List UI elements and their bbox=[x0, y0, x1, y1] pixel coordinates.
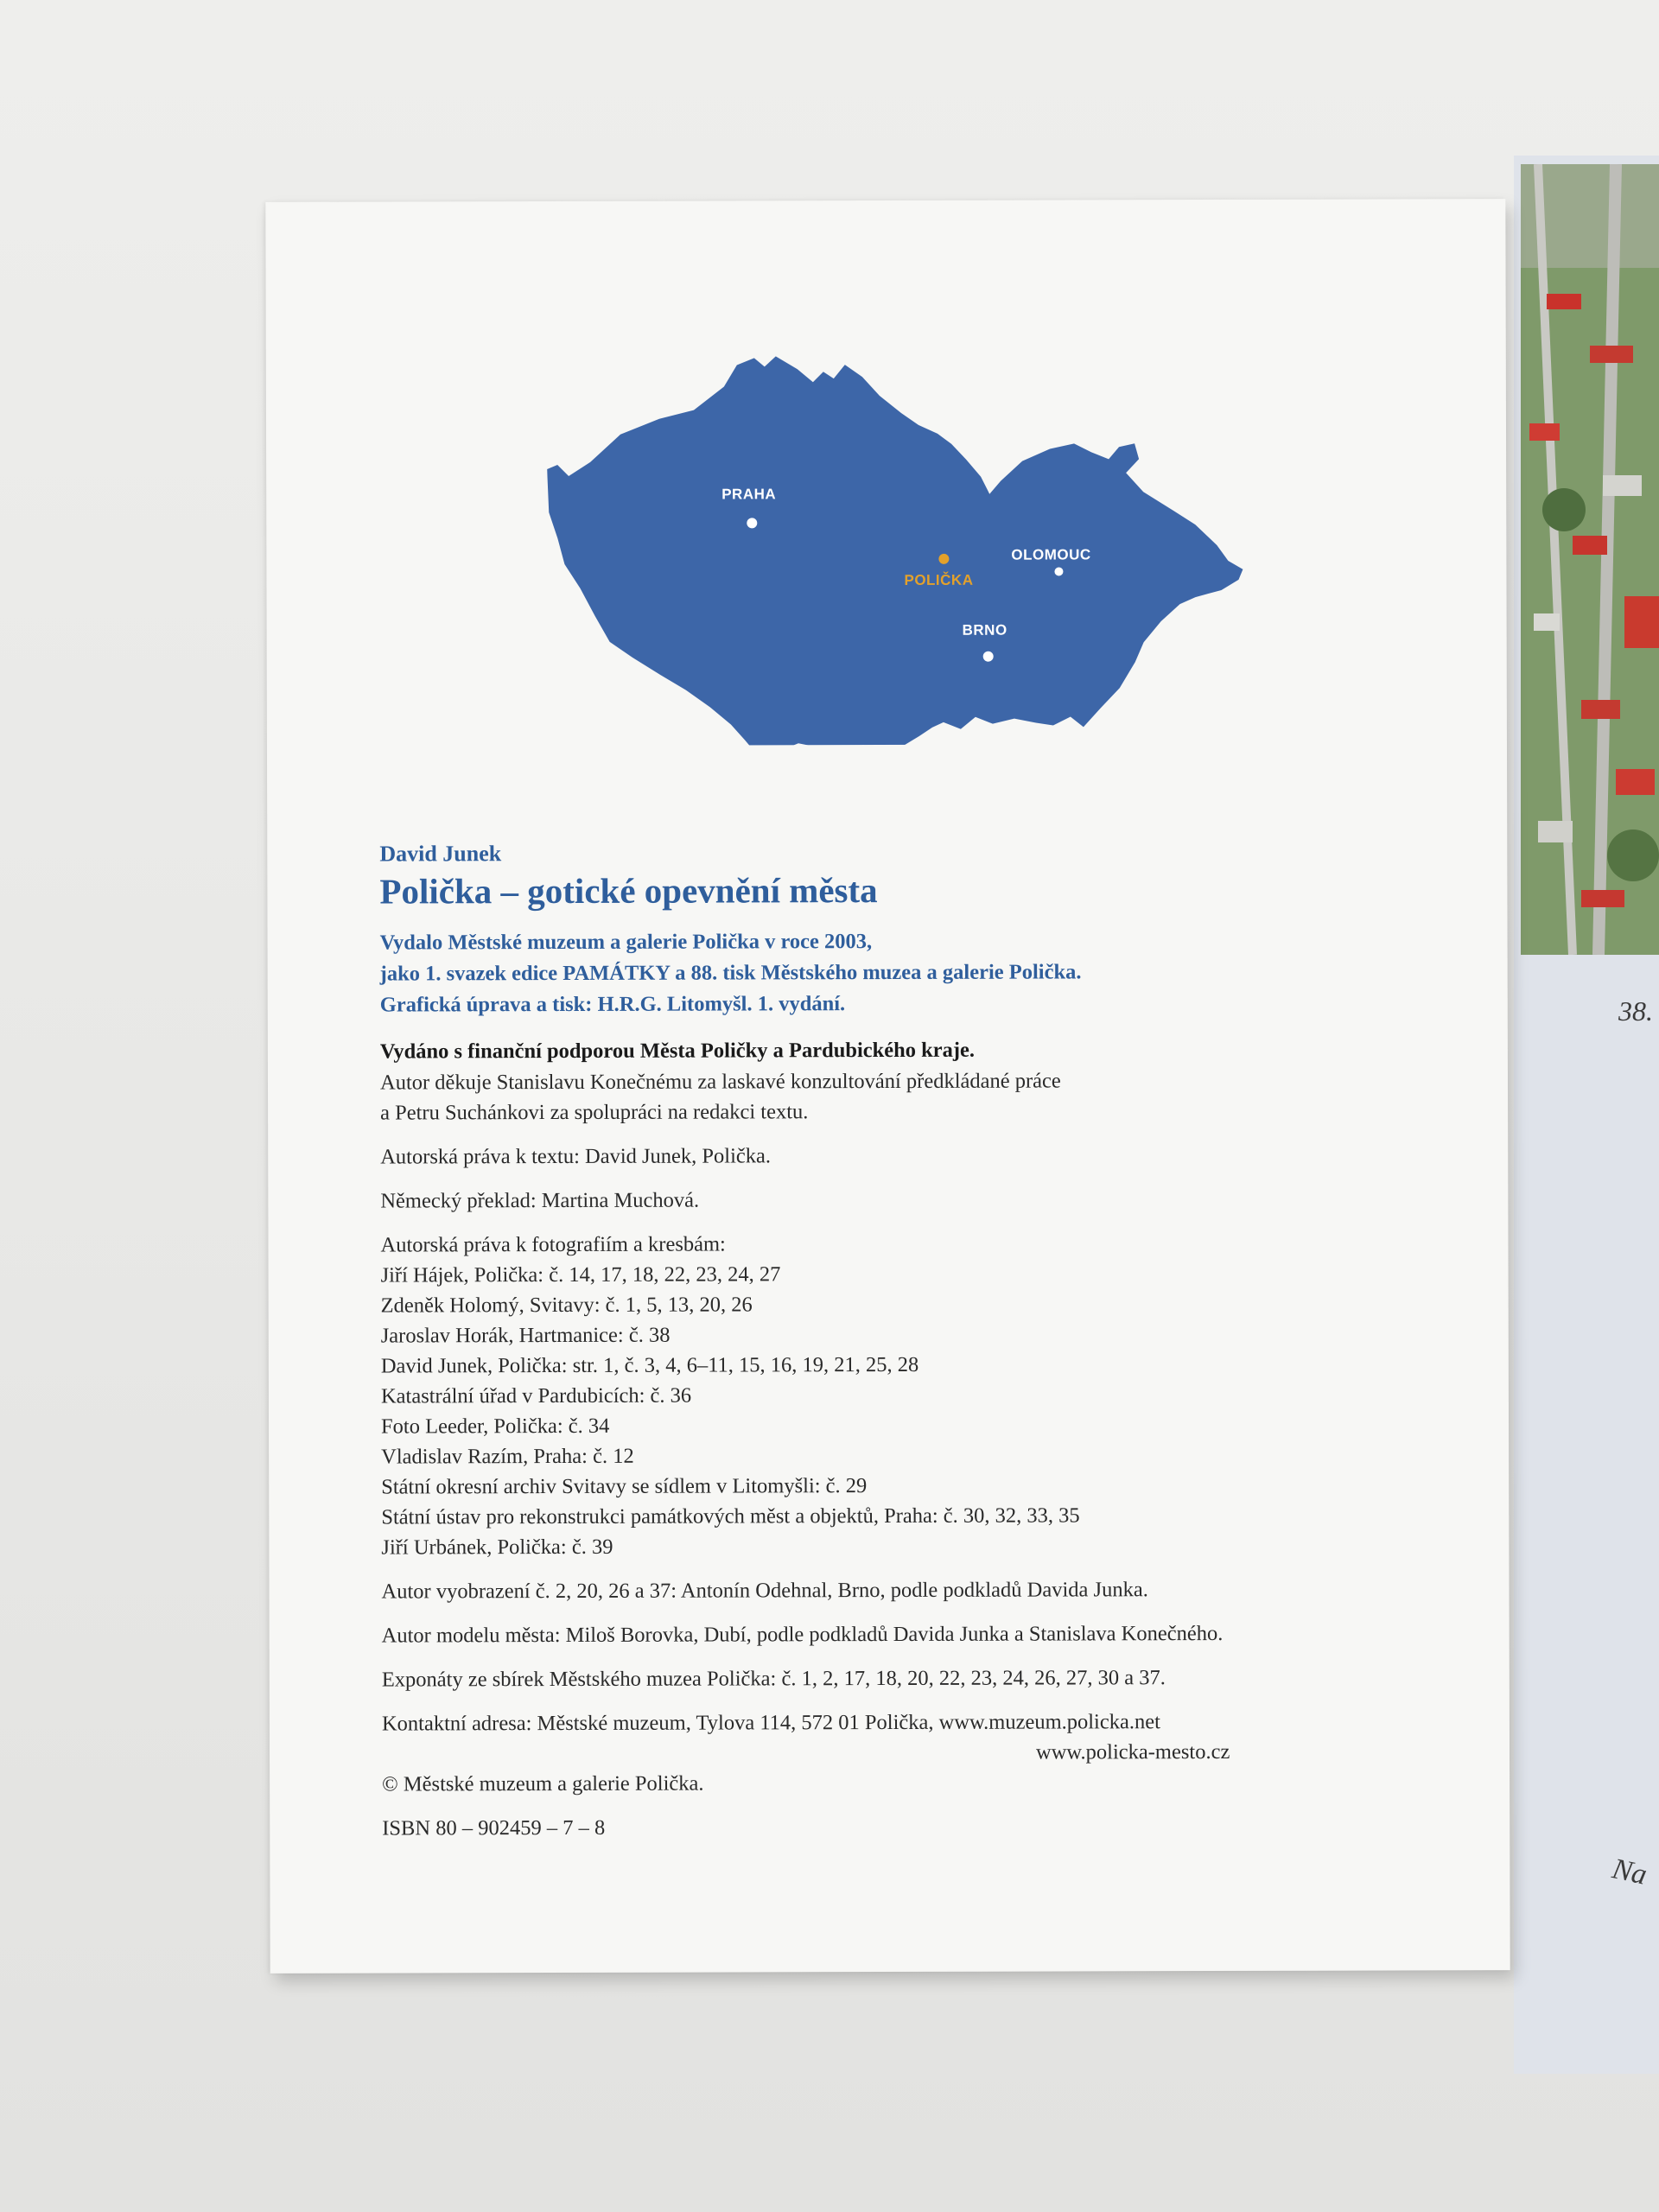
colophon bbox=[379, 838, 1462, 1843]
photo-rights-heading: Autorská práva k fotografiím a kresbám: bbox=[380, 1232, 726, 1257]
photo-rights-item: Jiří Urbánek, Polička: č. 39 bbox=[381, 1535, 613, 1560]
photo-rights-item: Jiří Hájek, Polička: č. 14, 17, 18, 22, 23, 24, 27 bbox=[380, 1262, 781, 1287]
illustrations-credit: Autor vyobrazení č. 2, 20, 26 a 37: Antonín Odehnal, Brno, podle podkladů Davida Junka. bbox=[381, 1578, 1148, 1604]
isbn: ISBN 80 – 902459 – 7 – 8 bbox=[382, 1815, 606, 1840]
country-shape bbox=[547, 355, 1243, 746]
olomouc-label: OLOMOUC bbox=[1011, 546, 1091, 563]
policka-marker bbox=[938, 554, 949, 564]
exhibits-credit: Exponáty ze sbírek Městského muzea Polička: č. 1, 2, 17, 18, 20, 22, 23, 24, 26, 27, 30 a 37. bbox=[381, 1666, 1166, 1692]
publication-line: jako 1. svazek edice PAMÁTKY a 88. tisk Městského muzea a galerie Polička. bbox=[379, 960, 1082, 986]
photo-rights-item: Katastrální úřad v Pardubicích: č. 36 bbox=[380, 1383, 692, 1408]
brno-label: BRNO bbox=[962, 621, 1007, 639]
thanks-line: a Petru Suchánkovi za spolupráci na redakci textu. bbox=[380, 1100, 809, 1125]
facing-page-text: Na bbox=[1609, 1853, 1650, 1891]
aerial-photo bbox=[1521, 164, 1659, 955]
brno-marker bbox=[983, 652, 994, 662]
facing-page-number: 38. bbox=[1618, 995, 1653, 1027]
author-name: David Junek bbox=[379, 841, 502, 867]
photo-rights-item: David Junek, Polička: str. 1, č. 3, 4, 6–11, 15, 16, 19, 21, 25, 28 bbox=[380, 1352, 919, 1378]
contact-website: www.policka-mesto.cz bbox=[1035, 1739, 1230, 1764]
czech-republic-map bbox=[547, 321, 1265, 746]
copyright: © Městské muzeum a galerie Polička. bbox=[382, 1771, 704, 1796]
praha-label: PRAHA bbox=[721, 486, 777, 503]
text-rights: Autorská práva k textu: David Junek, Polička. bbox=[380, 1144, 772, 1169]
photo-rights-item: Jaroslav Horák, Hartmanice: č. 38 bbox=[380, 1323, 671, 1348]
photo-rights-item: Státní okresní archiv Svitavy se sídlem v Litomyšli: č. 29 bbox=[381, 1474, 868, 1499]
thanks-line: Autor děkuje Stanislavu Konečnému za laskavé konzultování předkládané práce bbox=[379, 1069, 1061, 1095]
policka-label: POLIČKA bbox=[904, 571, 974, 588]
photo-rights-item: Foto Leeder, Polička: č. 34 bbox=[380, 1414, 610, 1439]
model-credit: Autor modelu města: Miloš Borovka, Dubí, podle podkladů Davida Junka a Stanislava Konečného. bbox=[381, 1621, 1224, 1648]
support-statement: Vydáno s finanční podporou Města Poličky a Pardubického kraje. bbox=[379, 1038, 976, 1064]
photo-rights-item: Zdeněk Holomý, Svitavy: č. 1, 5, 13, 20, 26 bbox=[380, 1293, 753, 1318]
book-title: Polička – gotické opevnění města bbox=[379, 870, 878, 912]
publication-line: Vydalo Městské muzeum a galerie Polička v roce 2003, bbox=[379, 930, 873, 955]
translation-credit: Německý překlad: Martina Muchová. bbox=[380, 1188, 700, 1213]
publication-line: Grafická úprava a tisk: H.R.G. Litomyšl. 1. vydání. bbox=[379, 992, 846, 1017]
praha-marker bbox=[747, 518, 757, 528]
photo-rights-item: Státní ústav pro rekonstrukci památkových měst a objektů, Praha: č. 30, 32, 33, 35 bbox=[381, 1503, 1080, 1529]
olomouc-marker bbox=[1054, 567, 1063, 575]
photo-rights-item: Vladislav Razím, Praha: č. 12 bbox=[381, 1444, 634, 1469]
document-page bbox=[265, 199, 1510, 1974]
contact-address: Kontaktní adresa: Městské muzeum, Tylova 114, 572 01 Polička, www.muzeum.policka.net bbox=[381, 1710, 1160, 1736]
